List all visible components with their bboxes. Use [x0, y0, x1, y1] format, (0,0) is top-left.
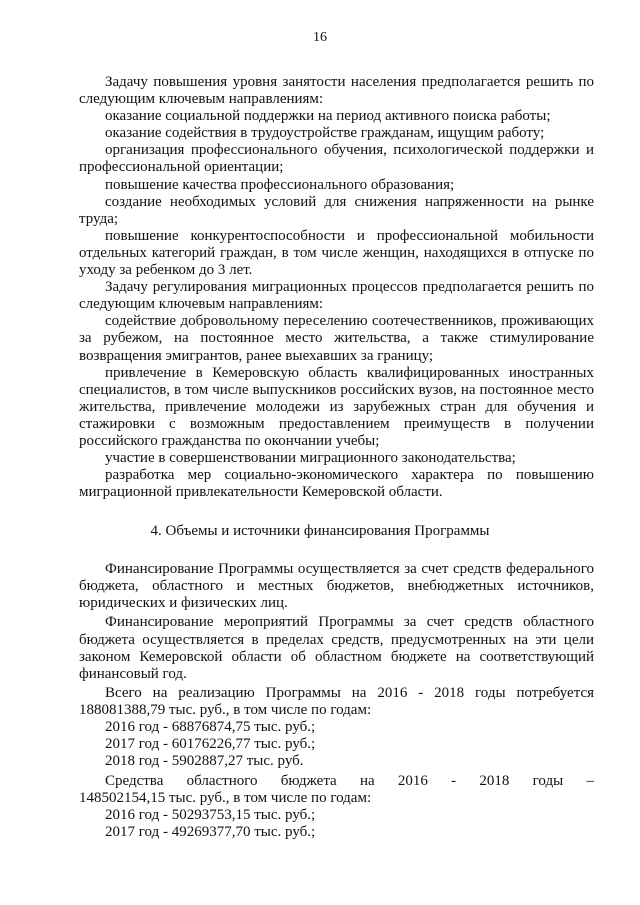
regional-word: бюджета [280, 772, 337, 789]
employment-item: оказание социальной поддержки на период активного поиска работы; [105, 108, 551, 125]
regional-word: Средства [105, 772, 164, 789]
total-line: Всего на реализацию Программы на 2016 - 2018 годы потребуется [105, 685, 594, 702]
migration-item: участие в совершенствовании миграционного законодательства; [105, 450, 516, 467]
financing-section [79, 561, 594, 841]
employment-item: повышение качества профессионального образования; [105, 176, 455, 193]
regional-word: 2018 [479, 772, 510, 789]
regional-word: - [451, 772, 457, 789]
migration-item: разработка мер социально-экономического характера по повышению миграционной привлекательности Кемеровской области. [79, 467, 594, 501]
migration-intro: Задачу регулирования миграционных процессов предполагается решить по следующим ключевым направлениям: [79, 279, 594, 313]
financing-paragraph: Финансирование Программы осуществляется за счет средств федерального бюджета, областного и местных бюджетов, внебюджетных источников, юридических и физических лиц. [79, 561, 594, 612]
regional-word: годы [532, 772, 564, 789]
employment-item: организация профессионального обучения, психологической поддержки и профессиональной ориентации; [79, 142, 594, 176]
year-amount: 2016 год - 50293753,15 тыс. руб.; [105, 806, 316, 823]
total-line: 188081388,79 тыс. руб., в том числе по годам: [79, 702, 372, 719]
year-amount: 2018 год - 5902887,27 тыс. руб. [105, 753, 304, 770]
employment-item: создание необходимых условий для снижения напряженности на рынке труда; [79, 193, 594, 227]
year-amount: 2017 год - 60176226,77 тыс. руб.; [105, 736, 316, 753]
year-amount: 2017 год - 49269377,70 тыс. руб.; [105, 823, 316, 840]
regional-word: – [586, 772, 594, 789]
page-number: 16 [313, 30, 327, 45]
regional-line [79, 773, 594, 790]
regional-word: 2016 [397, 772, 428, 789]
migration-item: содействие добровольному переселению соотечественников, проживающих за рубежом, на постоянное место жительства, а также стимулирование возвращения эмигрантов, ранее выехавших за границу; [79, 313, 594, 364]
regional-line: 148502154,15 тыс. руб., в том числе по годам: [79, 789, 372, 806]
section-heading: 4. Объемы и источники финансирования Программы [150, 523, 490, 539]
year-amount: 2016 год - 68876874,75 тыс. руб.; [105, 719, 316, 736]
employment-item: оказание содействия в трудоустройстве гражданам, ищущим работу; [105, 125, 545, 142]
employment-item: повышение конкурентоспособности и профессиональной мобильности отдельных категорий граждан, в том числе женщин, находящихся в отпуске по уходу за ребенком до 3 лет. [79, 227, 594, 279]
financing-paragraph: Финансирование мероприятий Программы за счет средств областного бюджета осуществляется в пределах средств, предусмотренных на эти цели законом Кемеровской области об областном бюджете на соответствующий финансовый год. [79, 614, 594, 682]
employment-intro: Задачу повышения уровня занятости населения предполагается решить по следующим ключевым направлениям: [79, 74, 594, 108]
employment-section [79, 74, 594, 501]
regional-word: областного [186, 772, 258, 789]
regional-word: на [359, 772, 375, 789]
migration-item: привлечение в Кемеровскую область квалифицированных иностранных специалистов, в том числе выпускников российских вузов, на постоянное место жительства, привлечение молодежи из зарубежных стран для обучения и стажировки с возможным предоставлением преимуществ в получении российского гражданства по окончании учебы; [79, 364, 594, 449]
